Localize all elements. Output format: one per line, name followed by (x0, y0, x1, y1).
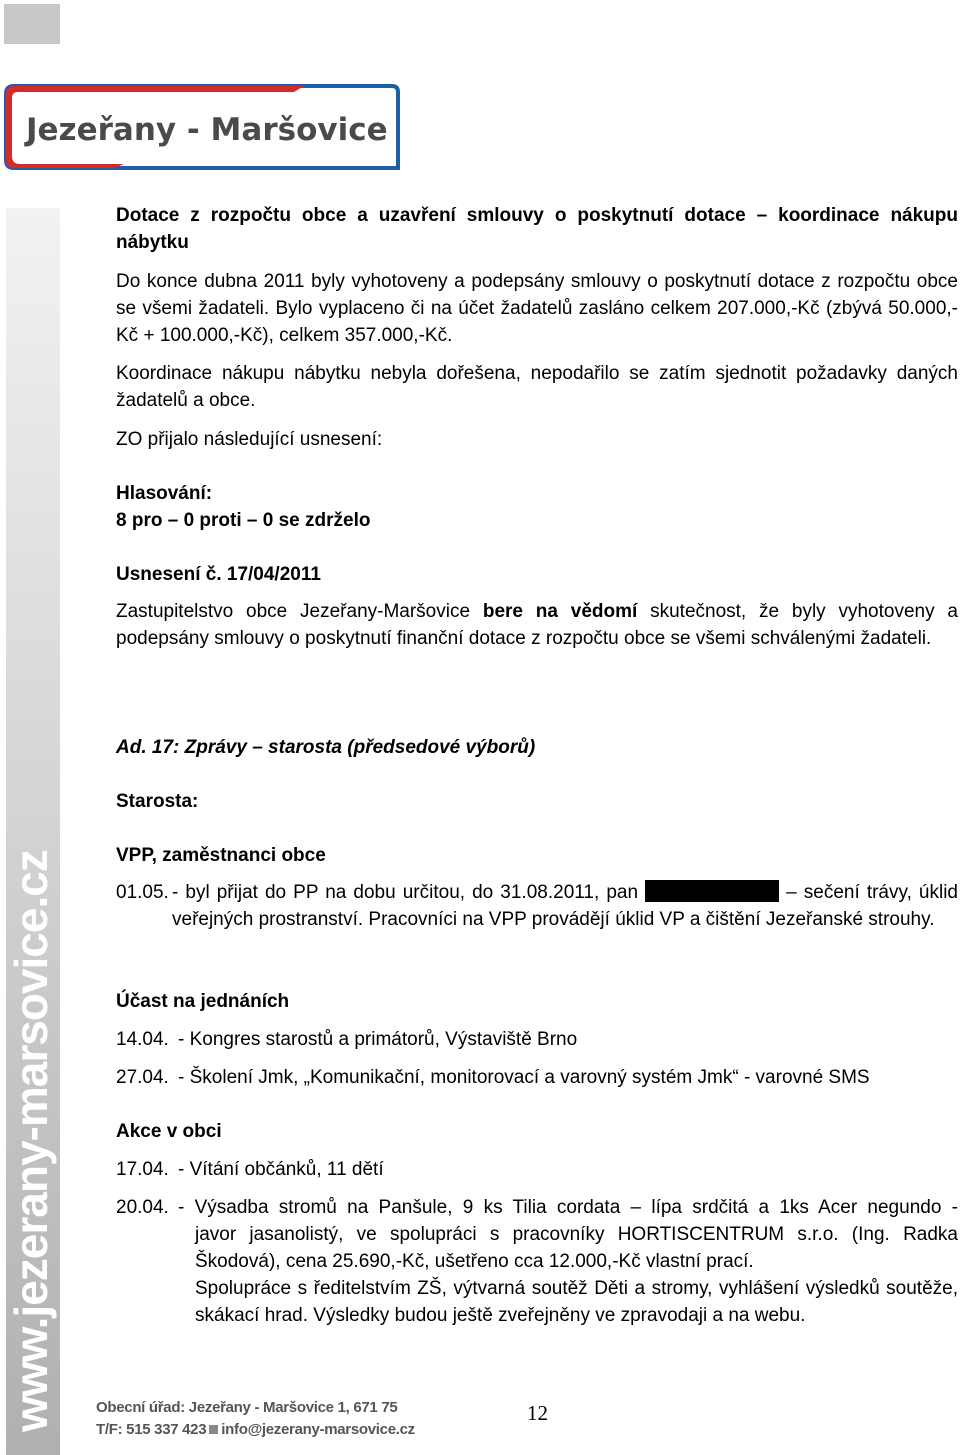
event-text-cont: javor jasanolistý, ve spolupráci s pracovníky HORTISCENTRUM s.r.o. (Ing. Radka Škodová), cena 25.690,-Kč, ušetřeno cca 12.000,-Kč vlastní prací. (195, 1224, 958, 1272)
footer-address: Obecní úřad: Jezeřany - Maršovice 1, 671 75 (96, 1399, 398, 1416)
separator-square (209, 1425, 218, 1434)
resolution-label: Usnesení č. 17/04/2011 (116, 564, 321, 585)
page-number: 12 (527, 1401, 548, 1425)
section2-title: Ad. 17: Zprávy – starosta (předsedové výborů) (116, 737, 536, 758)
event-item (116, 1194, 958, 1329)
entry-text: - byl přijat do PP na dobu určitou, do 31.08.2011, pan (172, 882, 639, 903)
meeting-date: 27.04. (116, 1067, 169, 1088)
events-heading: Akce v obci (116, 1121, 222, 1142)
logo (4, 84, 400, 170)
vpp-heading: VPP, zaměstnanci obce (116, 845, 326, 866)
event-text: - Výsadba stromů na Panšule, 9 ks Tilia cordata – lípa srdčitá a 1ks Acer negundo - (178, 1197, 958, 1218)
event-item (116, 1156, 958, 1183)
meeting-text: - Kongres starostů a primátorů, Výstaviště Brno (178, 1029, 578, 1050)
event-text: - Vítání občánků, 11 dětí (178, 1159, 384, 1180)
side-url: www.jezerany-marsovice.cz (5, 850, 57, 1432)
meeting-date: 14.04. (116, 1029, 169, 1050)
meeting-item (116, 1064, 958, 1091)
starosta-label: Starosta: (116, 791, 199, 812)
paragraph-resolution-intro: ZO přijalo následující usnesení: (116, 429, 383, 450)
vote-label: Hlasování: (116, 483, 213, 504)
footer-contact (96, 1419, 415, 1441)
event-date: 17.04. (116, 1159, 169, 1180)
meeting-text: - Školení Jmk, „Komunikační, monitorovací a varovný systém Jmk“ - varovné SMS (178, 1067, 870, 1088)
meetings-heading: Účast na jednáních (116, 991, 290, 1012)
corner-mark (4, 4, 60, 44)
event-text-extra: Spolupráce s ředitelstvím ZŠ, výtvarná soutěž Děti a stromy, vyhlášení výsledků soutěže, skákací hrad. Výsledky budou ještě zveřejněny ve zpravodaji a na webu. (195, 1278, 958, 1326)
paragraph-coordination: Koordinace nákupu nábytku nebyla dořešena, nepodařilo se zatím sjednotit požadavky daných žadatelů a obce. (116, 363, 958, 411)
footer-phone: T/F: 515 337 423 (96, 1421, 207, 1438)
paragraph-funding: Do konce dubna 2011 byly vyhotoveny a podepsány smlouvy o poskytnutí dotace z rozpočtu obce se všemi žadateli. Bylo vyplaceno či na účet žadatelů zasláno celkem 207.000,-Kč (zbývá 50.000,-Kč + 100.000,-Kč), celkem 357.000,-Kč. (116, 271, 958, 346)
footer-address-block (96, 1397, 415, 1441)
resolution-text: Zastupitelstvo obce Jezeřany-Maršovice bere na vědomí skutečnost, že byly vyhotoveny a podepsány smlouvy o poskytnutí finanční dotace z rozpočtu obce se všemi schválenými žadateli. (116, 601, 958, 649)
event-date: 20.04. (116, 1197, 169, 1218)
vote-result: 8 pro – 0 proti – 0 se zdrželo (116, 510, 371, 531)
vpp-entry (116, 879, 958, 960)
entry-text-cont: – sečení trávy, úklid veřejných prostranství. Pracovníci na VPP provádějí úklid VP a čištění Jezeřanské strouhy. (172, 882, 958, 930)
footer-email: info@jezerany-marsovice.cz (221, 1421, 415, 1438)
entry-date: 01.05. (116, 882, 169, 903)
logo-text: Jezeřany - Maršovice (26, 112, 388, 148)
redacted-name (645, 880, 779, 902)
section-title: Dotace z rozpočtu obce a uzavření smlouvy o poskytnutí dotace – koordinace nákupu nábytku (116, 205, 958, 253)
meeting-item (116, 1026, 958, 1053)
